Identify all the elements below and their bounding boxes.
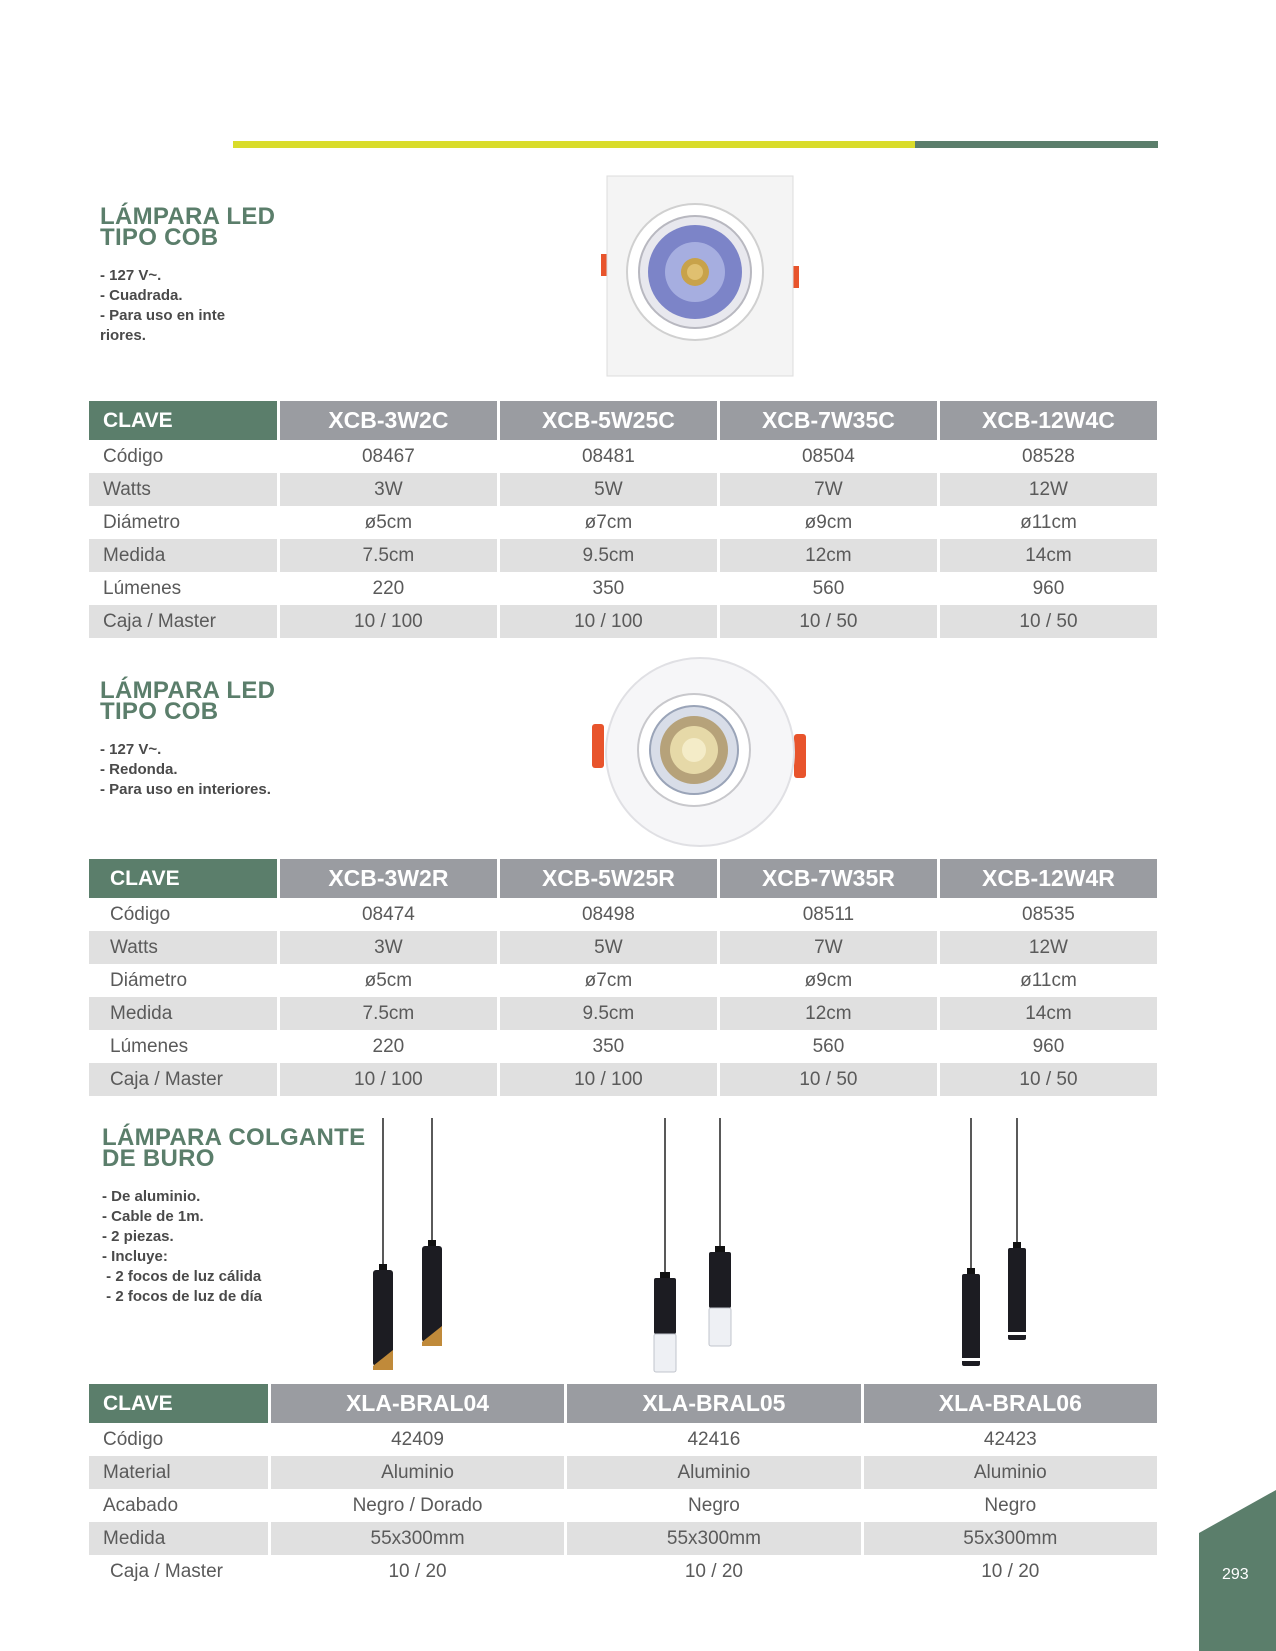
table-row [89, 1030, 1157, 1063]
row-label: Medida [89, 997, 277, 1030]
section-title-line: TIPO COB [100, 698, 219, 725]
table-cell: ø7cm [584, 969, 633, 991]
table-cell: 9.5cm [500, 997, 717, 1030]
section-title [102, 1124, 366, 1172]
table-cell: 42423 [983, 1428, 1037, 1450]
table-cell: 55x300mm [567, 1522, 860, 1555]
feature-item: - 2 focos de luz cálida [102, 1268, 262, 1285]
table-header-row [89, 1384, 1157, 1423]
table-cell: 42409 [391, 1428, 444, 1450]
section-title-line: LÁMPARA LED [100, 677, 276, 704]
table-cell: 560 [812, 1035, 845, 1057]
feature-item: - Cuadrada. [100, 287, 183, 304]
row-label: Diámetro [110, 969, 188, 991]
feature-item: - 127 V~. [100, 741, 162, 758]
row-label: Código [103, 445, 164, 467]
model-header: XCB-3W2C [280, 401, 497, 440]
square-cob-led-image [595, 174, 805, 379]
table-row [89, 997, 1157, 1030]
table-cell: 7W [720, 931, 937, 964]
model-header: XCB-7W35R [720, 859, 937, 898]
table-header-row [89, 401, 1157, 440]
round-cob-led-image [588, 654, 812, 850]
table-cell: ø5cm [364, 511, 413, 533]
top-rule-green [915, 141, 1158, 148]
table-cell: Aluminio [271, 1456, 564, 1489]
table-cell: 7.5cm [280, 539, 497, 572]
row-label: Lúmenes [110, 1035, 189, 1057]
table-row [89, 931, 1157, 964]
table-row [89, 1456, 1157, 1489]
table-cell: 08498 [581, 903, 635, 925]
table-cell: 5W [500, 473, 717, 506]
table-cell: 3W [280, 931, 497, 964]
table-cell: 08528 [1022, 445, 1075, 467]
feature-item: - 2 focos de luz de día [102, 1288, 263, 1305]
table-cell: Negro [688, 1494, 740, 1516]
spec-table [86, 1384, 1160, 1588]
table-cell: 08511 [802, 903, 855, 925]
spec-table [86, 859, 1160, 1096]
table-cell: Aluminio [567, 1456, 860, 1489]
section-title-line: TIPO COB [100, 224, 219, 251]
feature-item: - Cable de 1m. [102, 1208, 204, 1225]
table-cell: 9.5cm [500, 539, 717, 572]
table-cell: 3W [280, 473, 497, 506]
table-row [89, 572, 1157, 605]
table-row [89, 1555, 1157, 1588]
table-cell: 10 / 20 [981, 1560, 1040, 1582]
table-cell: 55x300mm [271, 1522, 564, 1555]
table-cell: Aluminio [864, 1456, 1157, 1489]
row-label: Medida [89, 539, 277, 572]
pendant-lamps-image [360, 1114, 1040, 1380]
table-row [89, 506, 1157, 539]
row-label: Diámetro [103, 511, 181, 533]
row-label: Caja / Master [89, 1063, 277, 1096]
table-row [89, 1489, 1157, 1522]
table-header-row [89, 859, 1157, 898]
feature-item: - Redonda. [100, 761, 178, 778]
feature-item: - De aluminio. [102, 1188, 201, 1205]
section-title-line: LÁMPARA COLGANTE [102, 1124, 366, 1151]
feature-item: - Para uso en interiores. [100, 781, 271, 798]
table-row [89, 1063, 1157, 1096]
table-cell: 42416 [687, 1428, 741, 1450]
model-header: XCB-7W35C [720, 401, 937, 440]
section-title [100, 677, 276, 725]
row-label: Watts [89, 931, 277, 964]
model-header: XCB-12W4R [940, 859, 1157, 898]
section-title [100, 203, 276, 251]
row-label: Acabado [103, 1494, 179, 1516]
row-label: Lúmenes [103, 577, 182, 599]
row-label: Caja / Master [110, 1560, 223, 1582]
table-cell: 10 / 50 [940, 1063, 1157, 1096]
table-cell: 350 [592, 1035, 625, 1057]
table-cell: ø5cm [364, 969, 413, 991]
table-row [89, 539, 1157, 572]
top-rule-yellow [233, 141, 915, 148]
table-cell: 10 / 50 [940, 605, 1157, 638]
model-header: XCB-3W2R [280, 859, 497, 898]
feature-list [100, 740, 271, 800]
table-row [89, 473, 1157, 506]
table-cell: 7W [720, 473, 937, 506]
table-cell: 5W [500, 931, 717, 964]
feature-list [100, 266, 225, 346]
table-cell: Negro [984, 1494, 1037, 1516]
table-row [89, 440, 1157, 473]
table-cell: 10 / 100 [500, 1063, 717, 1096]
table-cell: 7.5cm [280, 997, 497, 1030]
table-cell: ø9cm [804, 969, 853, 991]
row-label: Watts [89, 473, 277, 506]
table-cell: 960 [1032, 1035, 1065, 1057]
table-cell: 560 [812, 577, 845, 599]
row-label: Código [103, 1428, 164, 1450]
table-cell: 220 [372, 577, 405, 599]
table-cell: 55x300mm [864, 1522, 1157, 1555]
feature-list [102, 1187, 262, 1307]
row-label: Código [110, 903, 171, 925]
model-header: XLA-BRAL04 [271, 1384, 564, 1423]
table-cell: 10 / 100 [500, 605, 717, 638]
model-header: XCB-5W25C [500, 401, 717, 440]
model-header: XCB-5W25R [500, 859, 717, 898]
table-row [89, 1423, 1157, 1456]
row-label: Caja / Master [89, 605, 277, 638]
table-cell: 12W [940, 473, 1157, 506]
table-row [89, 898, 1157, 931]
table-cell: 10 / 50 [720, 1063, 937, 1096]
table-cell: ø11cm [1020, 511, 1077, 533]
feature-item: riores. [100, 327, 146, 344]
key-header: CLAVE [89, 401, 277, 440]
key-header: CLAVE [89, 1384, 268, 1423]
page-number: 293 [1222, 1566, 1249, 1583]
row-label: Medida [89, 1522, 268, 1555]
section-title-line: LÁMPARA LED [100, 203, 276, 230]
feature-item: - 2 piezas. [102, 1228, 174, 1245]
table-cell: ø7cm [584, 511, 633, 533]
model-header: XLA-BRAL05 [567, 1384, 860, 1423]
section-title-line: DE BURO [102, 1145, 215, 1172]
model-header: XCB-12W4C [940, 401, 1157, 440]
feature-item: - Para uso en inte [100, 307, 226, 324]
table-cell: Negro / Dorado [352, 1494, 483, 1516]
table-cell: ø11cm [1020, 969, 1077, 991]
row-label: Material [89, 1456, 268, 1489]
table-cell: 14cm [940, 997, 1157, 1030]
table-cell: 10 / 20 [388, 1560, 447, 1582]
feature-item: - Incluye: [102, 1248, 168, 1265]
table-row [89, 964, 1157, 997]
table-row [89, 605, 1157, 638]
table-cell: 220 [372, 1035, 405, 1057]
model-header: XLA-BRAL06 [864, 1384, 1157, 1423]
table-cell: 10 / 100 [280, 1063, 497, 1096]
feature-item: - 127 V~. [100, 267, 162, 284]
table-cell: 960 [1032, 577, 1065, 599]
table-cell: 08467 [361, 445, 415, 467]
key-header: CLAVE [89, 859, 277, 898]
table-cell: 12cm [720, 539, 937, 572]
table-cell: 10 / 100 [280, 605, 497, 638]
table-cell: 10 / 50 [720, 605, 937, 638]
table-cell: 08474 [361, 903, 415, 925]
table-cell: 10 / 20 [684, 1560, 743, 1582]
table-cell: 08481 [581, 445, 635, 467]
spec-table [86, 401, 1160, 638]
table-row [89, 1522, 1157, 1555]
table-cell: 350 [592, 577, 625, 599]
table-cell: 12cm [720, 997, 937, 1030]
table-cell: 14cm [940, 539, 1157, 572]
table-cell: 08535 [1022, 903, 1075, 925]
table-cell: 08504 [801, 445, 855, 467]
table-cell: ø9cm [804, 511, 853, 533]
table-cell: 12W [940, 931, 1157, 964]
